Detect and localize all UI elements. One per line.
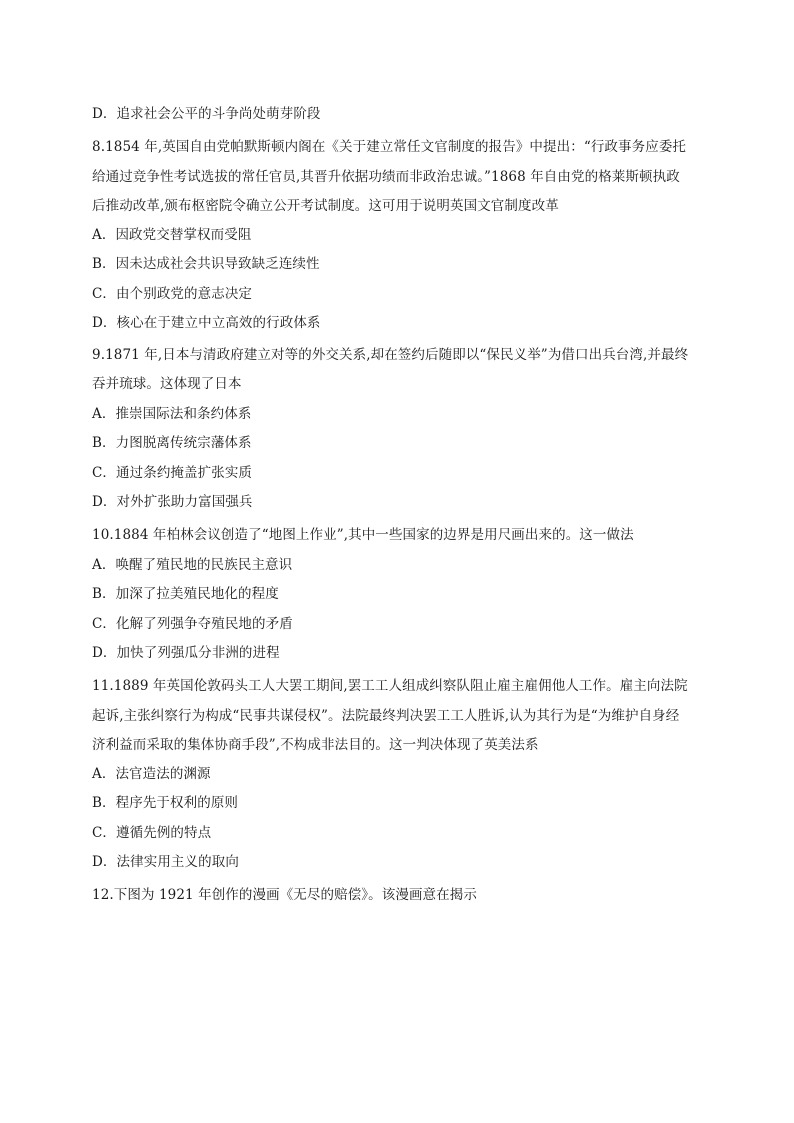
q9-option-b: B．力图脱离传统宗藩体系	[92, 435, 252, 451]
q7-option-d: D．追求社会公平的斗争尚处萌芽阶段	[92, 106, 321, 122]
q10-option-b: B．加深了拉美殖民地化的程度	[92, 586, 279, 602]
q8-option-d: D．核心在于建立中立高效的行政体系	[92, 315, 321, 331]
q11-stem-line-2: 起诉,主张纠察行为构成“民事共谋侵权”。法院最终判决罢工工人胜诉,认为其行为是“为维护自身经	[92, 708, 680, 724]
q8-stem-line-1: 8.1854 年,英国自由党帕默斯顿内阁在《关于建立常任文官制度的报告》中提出：“行政事务应委托	[92, 139, 687, 155]
q9-stem-line-1: 9.1871 年,日本与清政府建立对等的外交关系,却在签约后随即以“保民义举”为借口出兵台湾,并最终	[92, 347, 689, 363]
q10-option-c: C．化解了列强争夺殖民地的矛盾	[92, 616, 293, 632]
q11-option-b: B．程序先于权利的原则	[92, 795, 239, 811]
q9-option-c: C．通过条约掩盖扩张实质	[92, 465, 253, 481]
q11-stem-line-3: 济利益而采取的集体协商手段”,不构成非法目的。这一判决体现了英美法系	[92, 737, 539, 753]
q11-option-d: D．法律实用主义的取向	[92, 854, 239, 870]
q8-stem-line-3: 后推动改革,颁布枢密院令确立公开考试制度。这可用于说明英国文官制度改革	[92, 198, 559, 214]
q10-option-d: D．加快了列强瓜分非洲的进程	[92, 645, 280, 661]
q9-option-a: A．推崇国际法和条约体系	[92, 406, 252, 422]
q10-stem-line-1: 10.1884 年柏林会议创造了“地图上作业”,其中一些国家的边界是用尺画出来的。这一做法	[92, 527, 634, 543]
q11-option-c: C．遵循先例的特点	[92, 825, 212, 841]
q9-stem-line-2: 吞并琉球。这体现了日本	[92, 376, 242, 392]
q8-option-c: C．由个别政党的意志决定	[92, 286, 253, 302]
q12-stem-line-1: 12.下图为 1921 年创作的漫画《无尽的赔偿》。该漫画意在揭示	[92, 887, 477, 903]
q8-stem-line-2: 给通过竞争性考试选拔的常任官员,其晋升依据功绩而非政治忠诚。”1868 年自由党的格莱斯顿执政	[92, 169, 680, 185]
q8-option-b: B．因未达成社会共识导致缺乏连续性	[92, 256, 320, 272]
q10-option-a: A．唤醒了殖民地的民族民主意识	[92, 557, 293, 573]
q11-stem-line-1: 11.1889 年英国伦敦码头工人大罢工期间,罢工工人组成纠察队阻止雇主雇佣他人工作。雇主向法院	[92, 678, 688, 694]
q11-option-a: A．法官造法的渊源	[92, 766, 211, 782]
q9-option-d: D．对外扩张助力富国强兵	[92, 494, 253, 510]
q8-option-a: A．因政党交替掌权而受阻	[92, 227, 252, 243]
